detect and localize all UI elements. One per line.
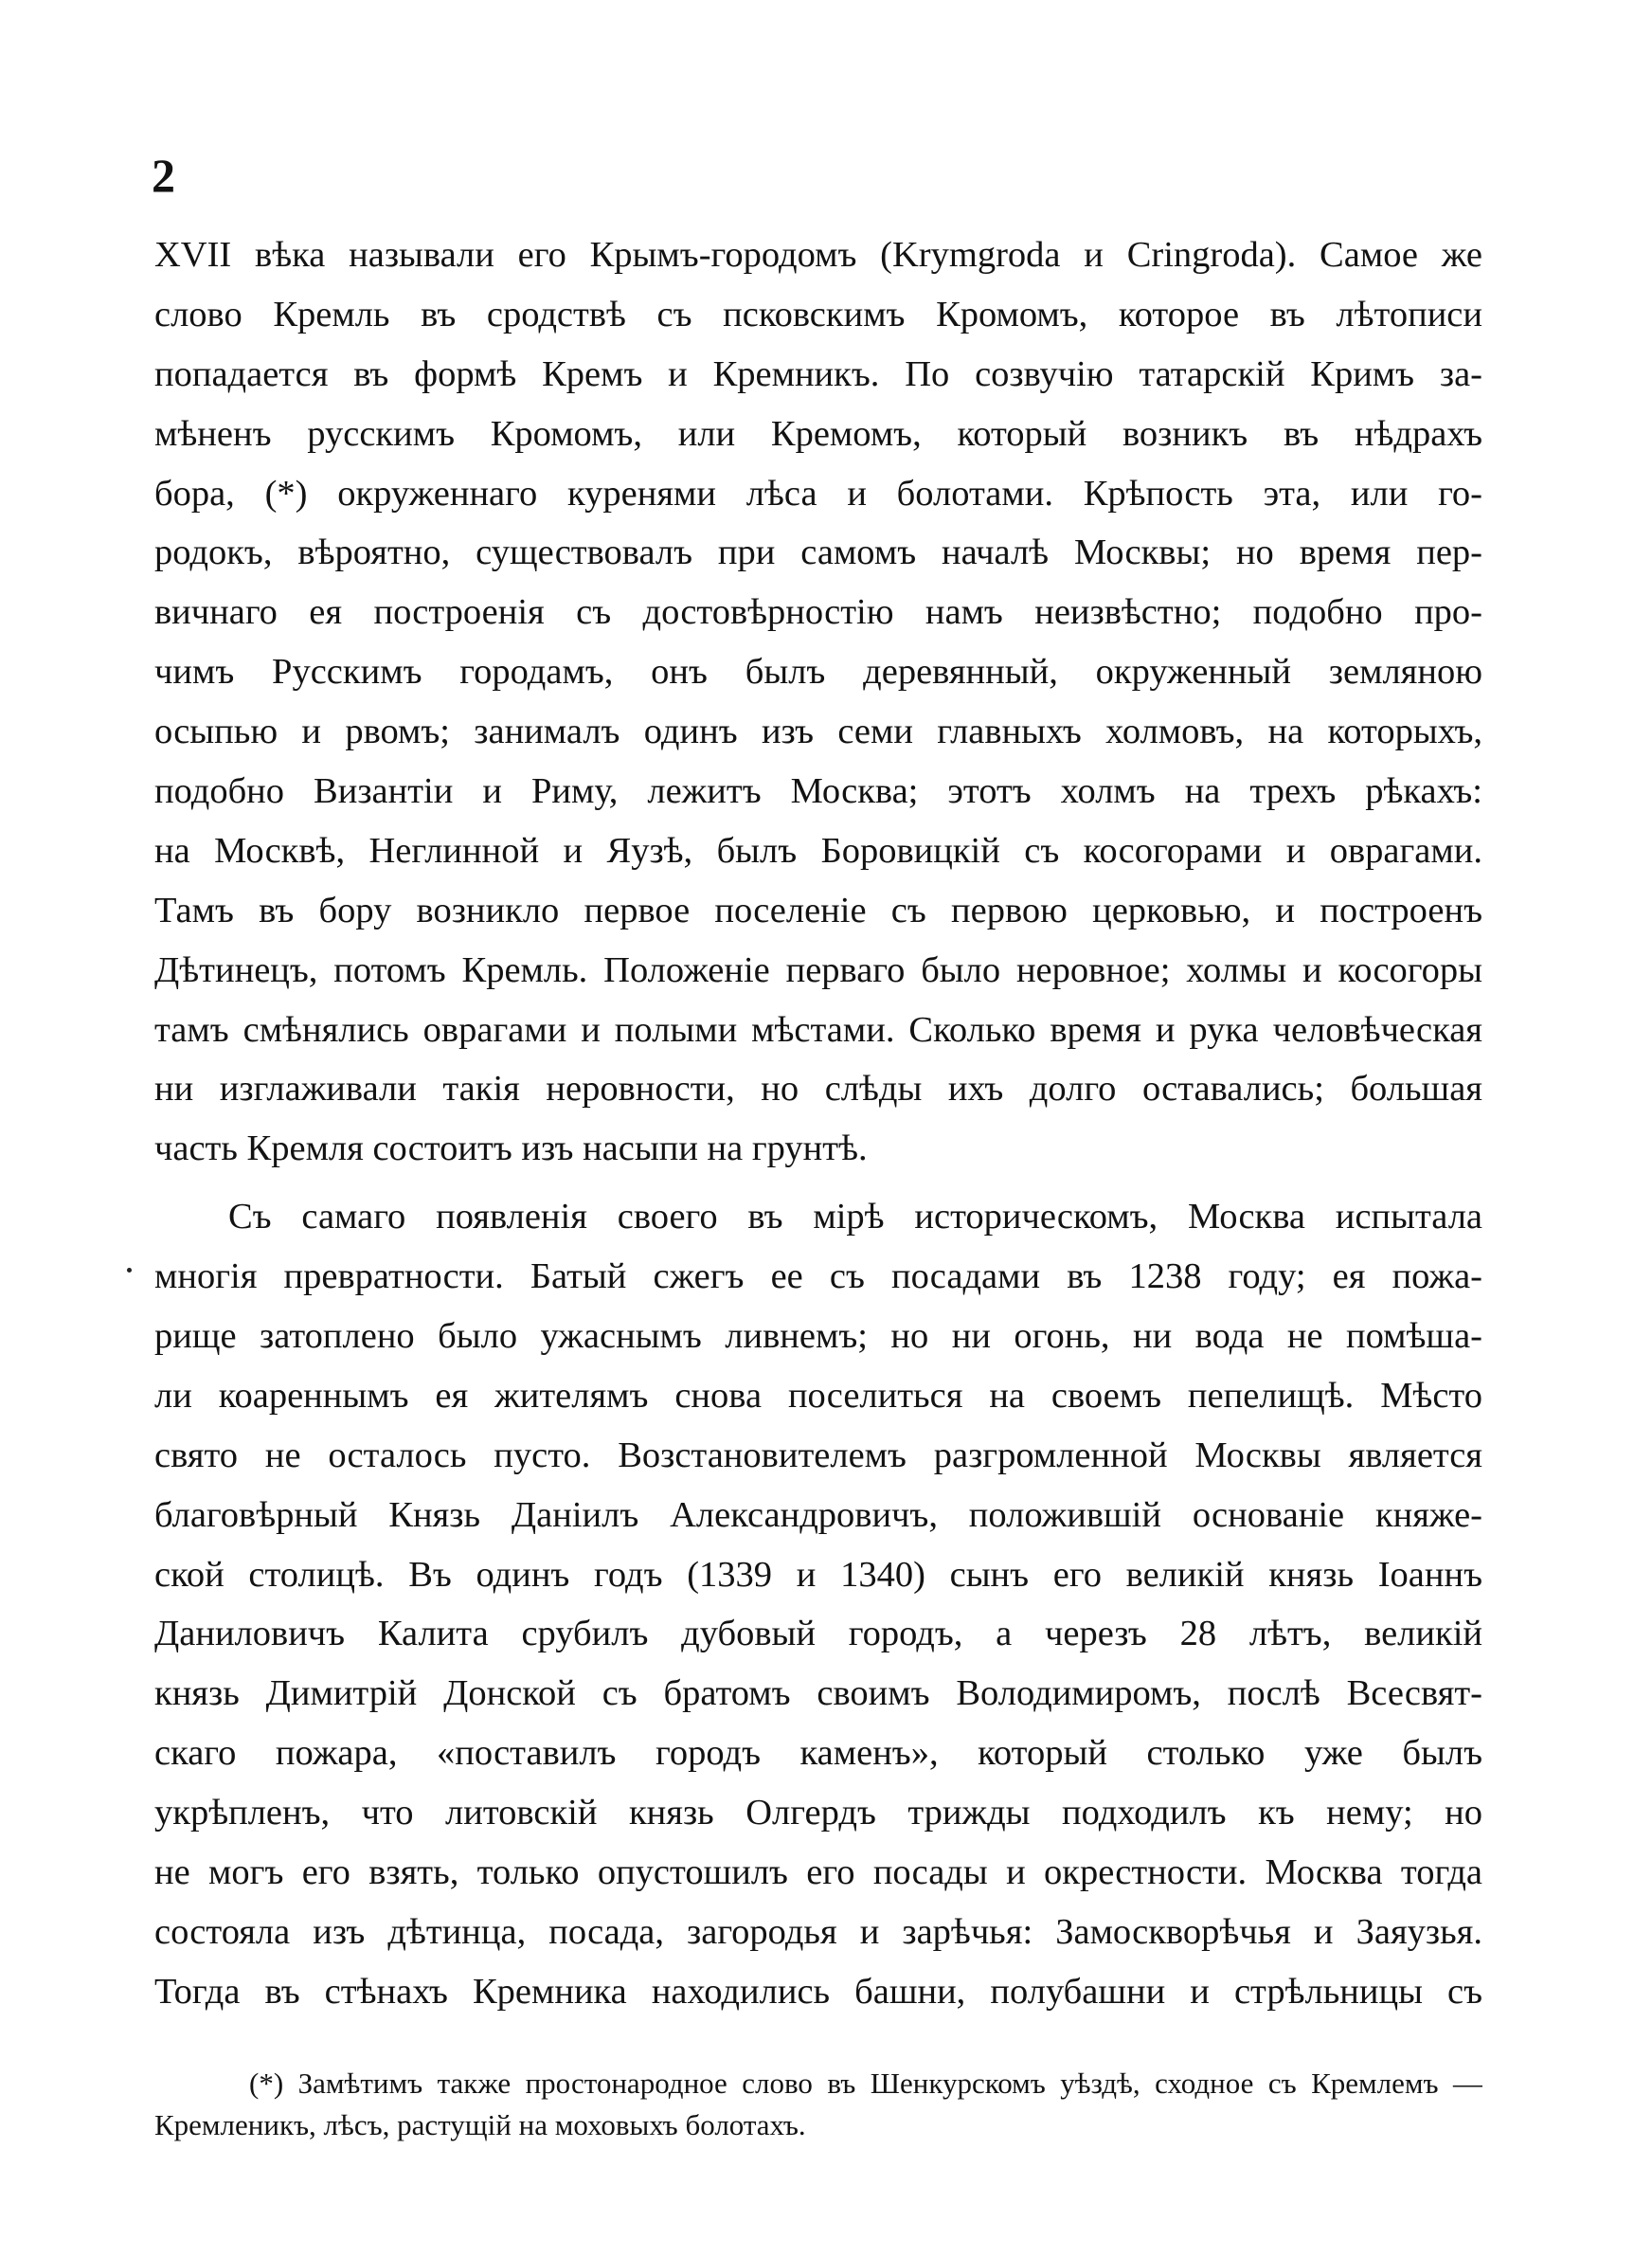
text-line: осыпью и рвомъ; занималъ одинъ изъ семи главныхъ холмовъ, на которыхъ, — [154, 712, 1482, 752]
text-line: ни изглаживали такія неровности, но слѣды ихъ долго оставались; большая — [154, 1069, 1482, 1110]
text-line: скаго пожара, «поставилъ городъ каменъ», который столько уже былъ — [154, 1733, 1482, 1774]
footnote — [154, 2063, 1482, 2146]
text-line: тамъ смѣнялись оврагами и полыми мѣстами. Сколько время и рука человѣческая — [154, 1009, 1482, 1050]
text-line: вичнаго ея построенія съ достовѣрностію намъ неизвѣстно; подобно про- — [154, 592, 1482, 633]
body-text — [154, 226, 1482, 2022]
text-line: часть Кремля состоитъ изъ насыпи на грунтѣ. — [154, 1128, 868, 1169]
text-line: попадается въ формѣ Кремъ и Кремникъ. По созвучію татарскій Кримъ за- — [154, 353, 1482, 394]
text-line: благовѣрный Князь Даніилъ Александровичъ, положившій основаніе княже- — [154, 1494, 1482, 1535]
footnote-line: (*) Замѣтимъ также простонародное слово въ Шенкурскомъ уѣздѣ, сходное съ Кремлемъ — — [249, 2067, 1482, 2100]
text-line: князь Димитрій Донской съ братомъ своимъ Володимиромъ, послѣ Всесвят- — [154, 1673, 1482, 1714]
text-line: мѣненъ русскимъ Кромомъ, или Кремомъ, который возникъ въ нѣдрахъ — [154, 413, 1482, 454]
margin-ink-mark — [127, 1268, 132, 1273]
text-line: слово Кремль въ сродствѣ съ псковскимъ Кромомъ, которое въ лѣтописи — [154, 294, 1482, 334]
text-line: Даниловичъ Калита срубилъ дубовый городъ, а черезъ 28 лѣтъ, великій — [154, 1614, 1482, 1654]
text-line: многія превратности. Батый сжегъ ее съ посадами въ 1238 году; ея пожа- — [154, 1256, 1482, 1297]
paragraph-2 — [154, 1187, 1482, 2021]
text-line: рище затоплено было ужаснымъ ливнемъ; но ни огонь, ни вода не помѣша- — [154, 1316, 1482, 1357]
text-line: ской столицѣ. Въ одинъ годъ (1339 и 1340) сынъ его великій князь Іоаннъ — [154, 1554, 1482, 1595]
text-line: чимъ Русскимъ городамъ, онъ былъ деревянный, окруженный земляною — [154, 652, 1482, 693]
text-line: Дѣтинецъ, потомъ Кремль. Положеніе перваго было неровное; холмы и косогоры — [154, 949, 1482, 990]
text-line: на Москвѣ, Неглинной и Яузѣ, былъ Боровицкій съ косогорами и оврагами. — [154, 830, 1482, 871]
page-number: 2 — [152, 149, 175, 202]
text-line: бора, (*) окруженнаго куренями лѣса и болотами. Крѣпость эта, или го- — [154, 473, 1482, 514]
text-line: XVII вѣка называли его Крымъ-городомъ (Krymgroda и Cringroda). Самое же — [154, 235, 1482, 275]
text-line: Тамъ въ бору возникло первое поселеніе съ первою церковью, и построенъ — [154, 890, 1482, 930]
text-line: не могъ его взять, только опустошилъ его посады и окрестности. Москва тогда — [154, 1852, 1482, 1893]
text-line: состояла изъ дѣтинца, посада, загородья и зарѣчья: Замоскворѣчья и Заяузья. — [154, 1911, 1482, 1952]
text-line: родокъ, вѣроятно, существовалъ при самомъ началѣ Москвы; но время пер- — [154, 533, 1482, 573]
paragraph-1 — [154, 226, 1482, 1179]
text-line: ли коареннымъ ея жителямъ снова поселиться на своемъ пепелищѣ. Мѣсто — [154, 1375, 1482, 1416]
text-line: Съ самаго появленія своего въ мірѣ историческомъ, Москва испытала — [228, 1197, 1482, 1237]
text-line: свято не осталось пусто. Возстановителемъ разгромленной Москвы является — [154, 1435, 1482, 1475]
footnote-line: Кремленикъ, лѣсъ, растущій на моховыхъ болотахъ. — [154, 2108, 806, 2141]
text-line: укрѣпленъ, что литовскій князь Олгердъ трижды подходилъ къ нему; но — [154, 1793, 1482, 1833]
text-line: Тогда въ стѣнахъ Кремника находились башни, полубашни и стрѣльницы съ — [154, 1971, 1482, 2012]
text-line: подобно Византіи и Риму, лежитъ Москва; этотъ холмъ на трехъ рѣкахъ: — [154, 771, 1482, 812]
paragraph-spacer — [154, 1179, 1482, 1187]
